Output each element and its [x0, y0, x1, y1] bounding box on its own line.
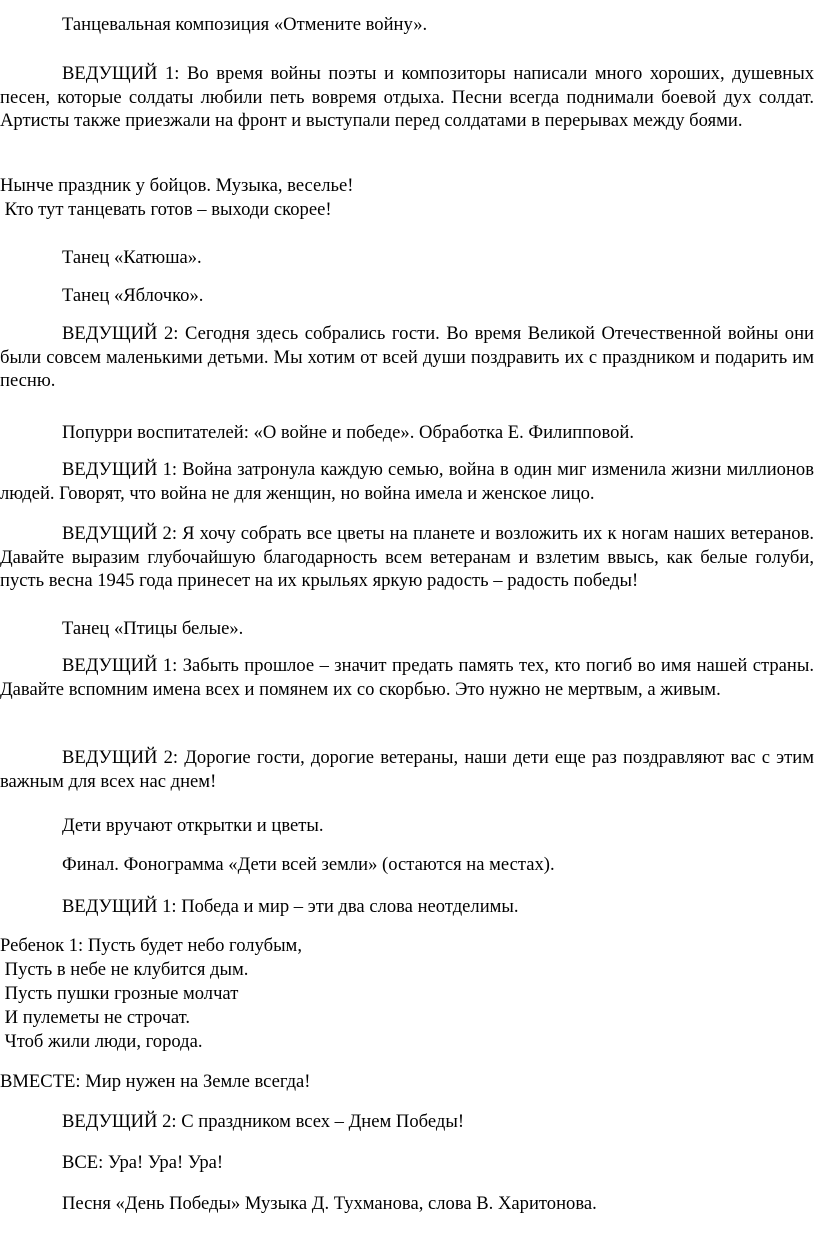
potpourri-line: Попурри воспитателей: «О войне и победе». Обработка Е. Филипповой. [62, 422, 635, 443]
song-line: Песня «День Победы» Музыка Д. Тухманова, слова В. Харитонова. [62, 1193, 597, 1214]
child-verse-line: Чтоб жили люди, города. [0, 1031, 203, 1052]
dance-katyusha: Танец «Катюша». [62, 247, 202, 268]
host1-paragraph-2: ВЕДУЩИЙ 1: Война затронула каждую семью, война в один миг изменила жизни миллионов людей. Говорят, что война не для женщин, но война имела и женское лицо. [0, 459, 814, 504]
child-verse-line: Пусть в небе не клубится дым. [0, 959, 249, 980]
all-hurrah-line: ВСЕ: Ура! Ура! Ура! [62, 1152, 224, 1173]
cards-line: Дети вручают открытки и цветы. [62, 815, 324, 836]
child-verse-line: Ребенок 1: Пусть будет небо голубым, [0, 935, 302, 956]
dance-birds: Танец «Птицы белые». [62, 618, 244, 639]
child-verse-line: И пулеметы не строчат. [0, 1007, 191, 1028]
child-verse-line: Пусть пушки грозные молчат [0, 983, 239, 1004]
host1-paragraph-3: ВЕДУЩИЙ 1: Забыть прошлое – значит предать память тех, кто погиб во имя нашей страны. Давайте вспомним имена всех и помянем их со скорбью. Это нужно не мертвым, а живым. [0, 655, 814, 700]
host2-paragraph-4: ВЕДУЩИЙ 2: С праздником всех – Днем Победы! [62, 1111, 465, 1132]
finale-line: Финал. Фонограмма «Дети всей земли» (остаются на местах). [62, 854, 555, 875]
title-line: Танцевальная композиция «Отмените войну». [62, 14, 428, 35]
dance-yablochko: Танец «Яблочко». [62, 285, 204, 306]
host2-paragraph-2: ВЕДУЩИЙ 2: Я хочу собрать все цветы на планете и возложить их к ногам наших ветеранов. Давайте выразим глубочайшую благодарность всем ветеранам и взлетим ввысь, как белые голуби, пусть весна 1945 года принесет на их крыльях яркую радость – радость победы! [0, 523, 814, 591]
verse-1-line: Кто тут танцевать готов – выходи скорее! [0, 199, 332, 220]
host2-paragraph-3: ВЕДУЩИЙ 2: Дорогие гости, дорогие ветераны, наши дети еще раз поздравляют вас с этим важным для всех нас днем! [0, 747, 814, 792]
verse-1-line: Нынче праздник у бойцов. Музыка, веселье! [0, 175, 354, 196]
host1-paragraph-4: ВЕДУЩИЙ 1: Победа и мир – эти два слова неотделимы. [62, 896, 519, 917]
host2-paragraph-1: ВЕДУЩИЙ 2: Сегодня здесь собрались гости. Во время Великой Отечественной войны они были совсем маленькими детьми. Мы хотим от всей души поздравить их с праздником и подарить им песню. [0, 323, 814, 391]
together-line: ВМЕСТЕ: Мир нужен на Земле всегда! [0, 1071, 311, 1092]
host1-paragraph-1: ВЕДУЩИЙ 1: Во время войны поэты и композиторы написали много хороших, душевных песен, которые солдаты любили петь вовремя отдыха. Песни всегда поднимали боевой дух солдат. Артисты также приезжали на фронт и выступали перед солдатами в перерывах между боями. [0, 63, 814, 131]
